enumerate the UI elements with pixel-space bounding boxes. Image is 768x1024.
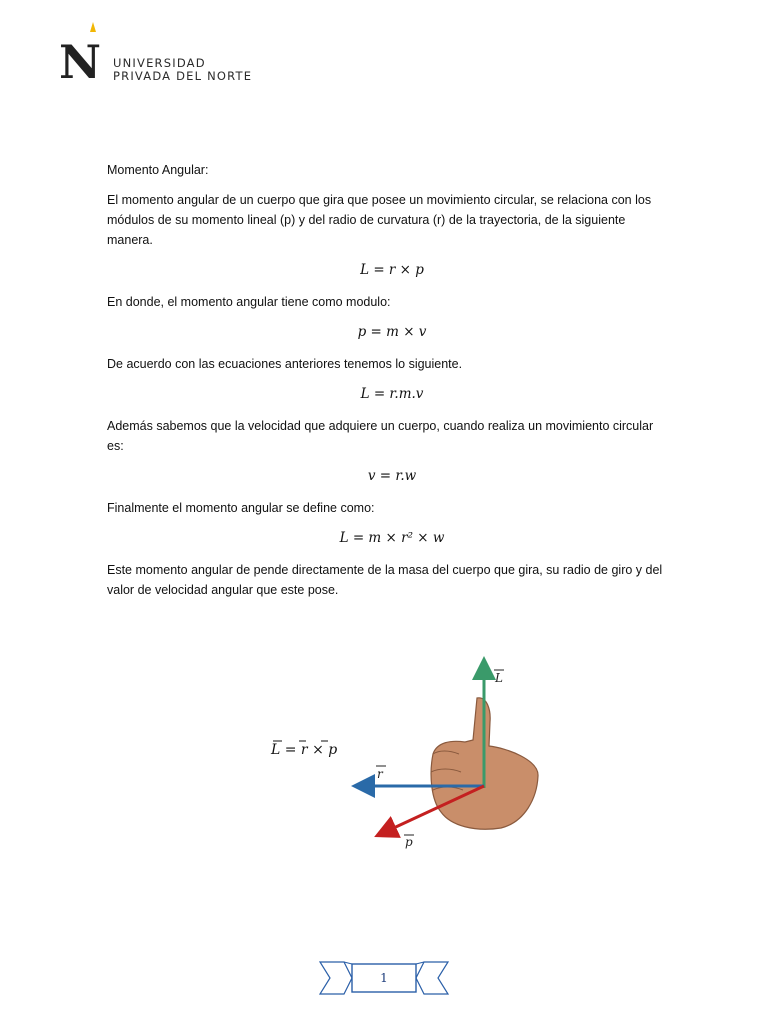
logo-line-1: UNIVERSIDAD	[113, 56, 206, 70]
university-logo	[55, 20, 255, 86]
label-p: p	[405, 835, 413, 849]
equation-1: L = r × p	[360, 262, 424, 278]
logo-wordmark	[113, 57, 252, 83]
logo-letter: N	[59, 35, 102, 86]
equation-3: L = r.m.v	[360, 386, 424, 402]
equation-4: v = r.w	[367, 468, 417, 484]
right-hand-rule-figure	[255, 650, 555, 860]
document-body	[107, 160, 667, 600]
page-number: 1	[380, 971, 388, 985]
equation-5: L = m × r² × w	[339, 530, 445, 546]
paragraph-5: Finalmente el momento angular se define como:	[107, 501, 375, 515]
paragraph-1: El momento angular de un cuerpo que gira que posee un movimiento circular, se relaciona con los módulos de su momento lineal (p) y del radio de curvatura (r) de la trayectoria, de la siguiente manera.	[107, 193, 652, 247]
page-number-ribbon	[318, 958, 450, 998]
paragraph-3: De acuerdo con las ecuaciones anteriores tenemos lo siguiente.	[107, 357, 463, 371]
section-heading: Momento Angular:	[107, 163, 209, 177]
paragraph-2: En donde, el momento angular tiene como modulo:	[107, 295, 391, 309]
paragraph-6: Este momento angular de pende directamente de la masa del cuerpo que gira, su radio de giro y del valor de velocidad angular que este pose.	[107, 563, 663, 597]
figure-formula: L = r × p	[271, 742, 338, 758]
logo-mark-icon	[55, 20, 113, 86]
paragraph-4: Además sabemos que la velocidad que adquiere un cuerpo, cuando realiza un movimiento circular es:	[107, 419, 654, 453]
equation-2: p = m × v	[357, 324, 427, 340]
label-L: L	[495, 671, 503, 685]
label-r: r	[377, 767, 383, 781]
logo-line-2: PRIVADA DEL NORTE	[113, 69, 253, 83]
